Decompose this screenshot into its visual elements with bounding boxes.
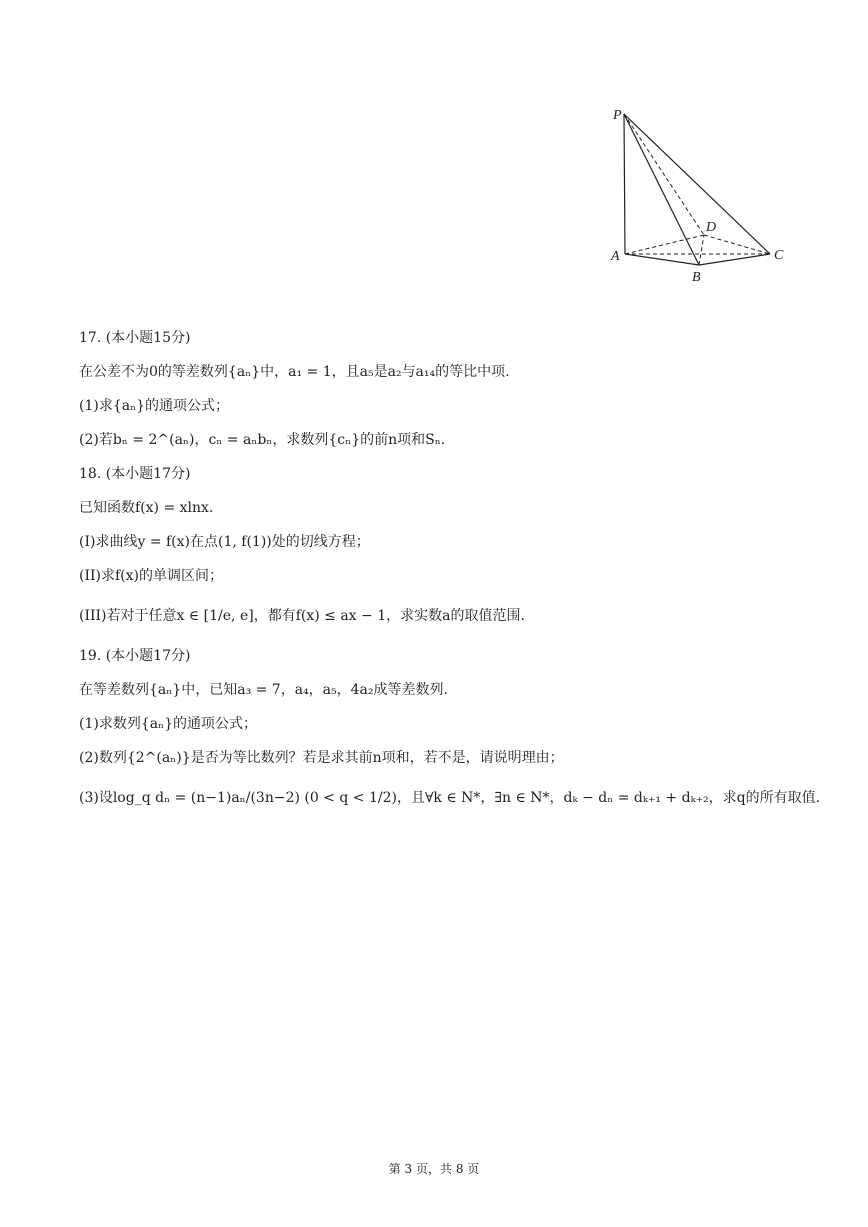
label-P: P xyxy=(613,108,622,123)
q17-stem: 在公差不为0的等差数列{aₙ}中，a₁ = 1，且a₅是a₂与a₁₄的等比中项. xyxy=(79,364,510,380)
q19-part1: (1)求数列{aₙ}的通项公式； xyxy=(79,716,258,732)
label-A: A xyxy=(611,249,620,264)
q18-stem: 已知函数f(x) = xlnx. xyxy=(79,500,214,516)
q17-heading: 17. (本小题15分) xyxy=(79,330,191,346)
q19-stem: 在等差数列{aₙ}中，已知a₃ = 7，a₄，a₅，4a₂成等差数列. xyxy=(79,682,448,698)
q17-part2: (2)若bₙ = 2^(aₙ)，cₙ = aₙbₙ，求数列{cₙ}的前n项和Sₙ. xyxy=(79,432,446,448)
q19-heading: 19. (本小题17分) xyxy=(79,648,191,664)
label-D: D xyxy=(706,220,717,235)
pyramid-diagram xyxy=(606,100,796,285)
q18-part1: (I)求曲线y = f(x)在点(1, f(1))处的切线方程； xyxy=(79,534,370,550)
edge-BD xyxy=(699,235,704,265)
pyramid-figure xyxy=(606,100,796,285)
q19-part2: (2)数列{2^(aₙ)}是否为等比数列？若是求其前n项和，若不是，请说明理由； xyxy=(79,750,564,766)
edge-BC xyxy=(699,254,770,265)
edge-PC xyxy=(624,114,770,254)
page-footer: 第 3 页，共 8 页 xyxy=(388,1162,480,1176)
label-C: C xyxy=(774,248,784,263)
q18-part3: (III)若对于任意x ∈ [1/e, e]，都有f(x) ≤ ax − 1，求实数a的取值范围. xyxy=(79,608,525,624)
edge-PA xyxy=(624,114,625,254)
q18-heading: 18. (本小题17分) xyxy=(79,466,191,482)
q19-part3: (3)设log_q dₙ = (n−1)aₙ/(3n−2) (0 < q < 1/2)，且∀k ∈ N*，∃n ∈ N*，dₖ − dₙ = dₖ₊₁ + dₖ₊₂，求q的所有取值. xyxy=(79,790,821,806)
edge-PD xyxy=(624,114,704,235)
q18-part2: (II)求f(x)的单调区间； xyxy=(79,568,223,584)
edge-PB xyxy=(624,114,699,265)
q17-part1: (1)求{aₙ}的通项公式； xyxy=(79,398,230,414)
label-B: B xyxy=(692,270,701,285)
edge-AB xyxy=(625,254,699,265)
